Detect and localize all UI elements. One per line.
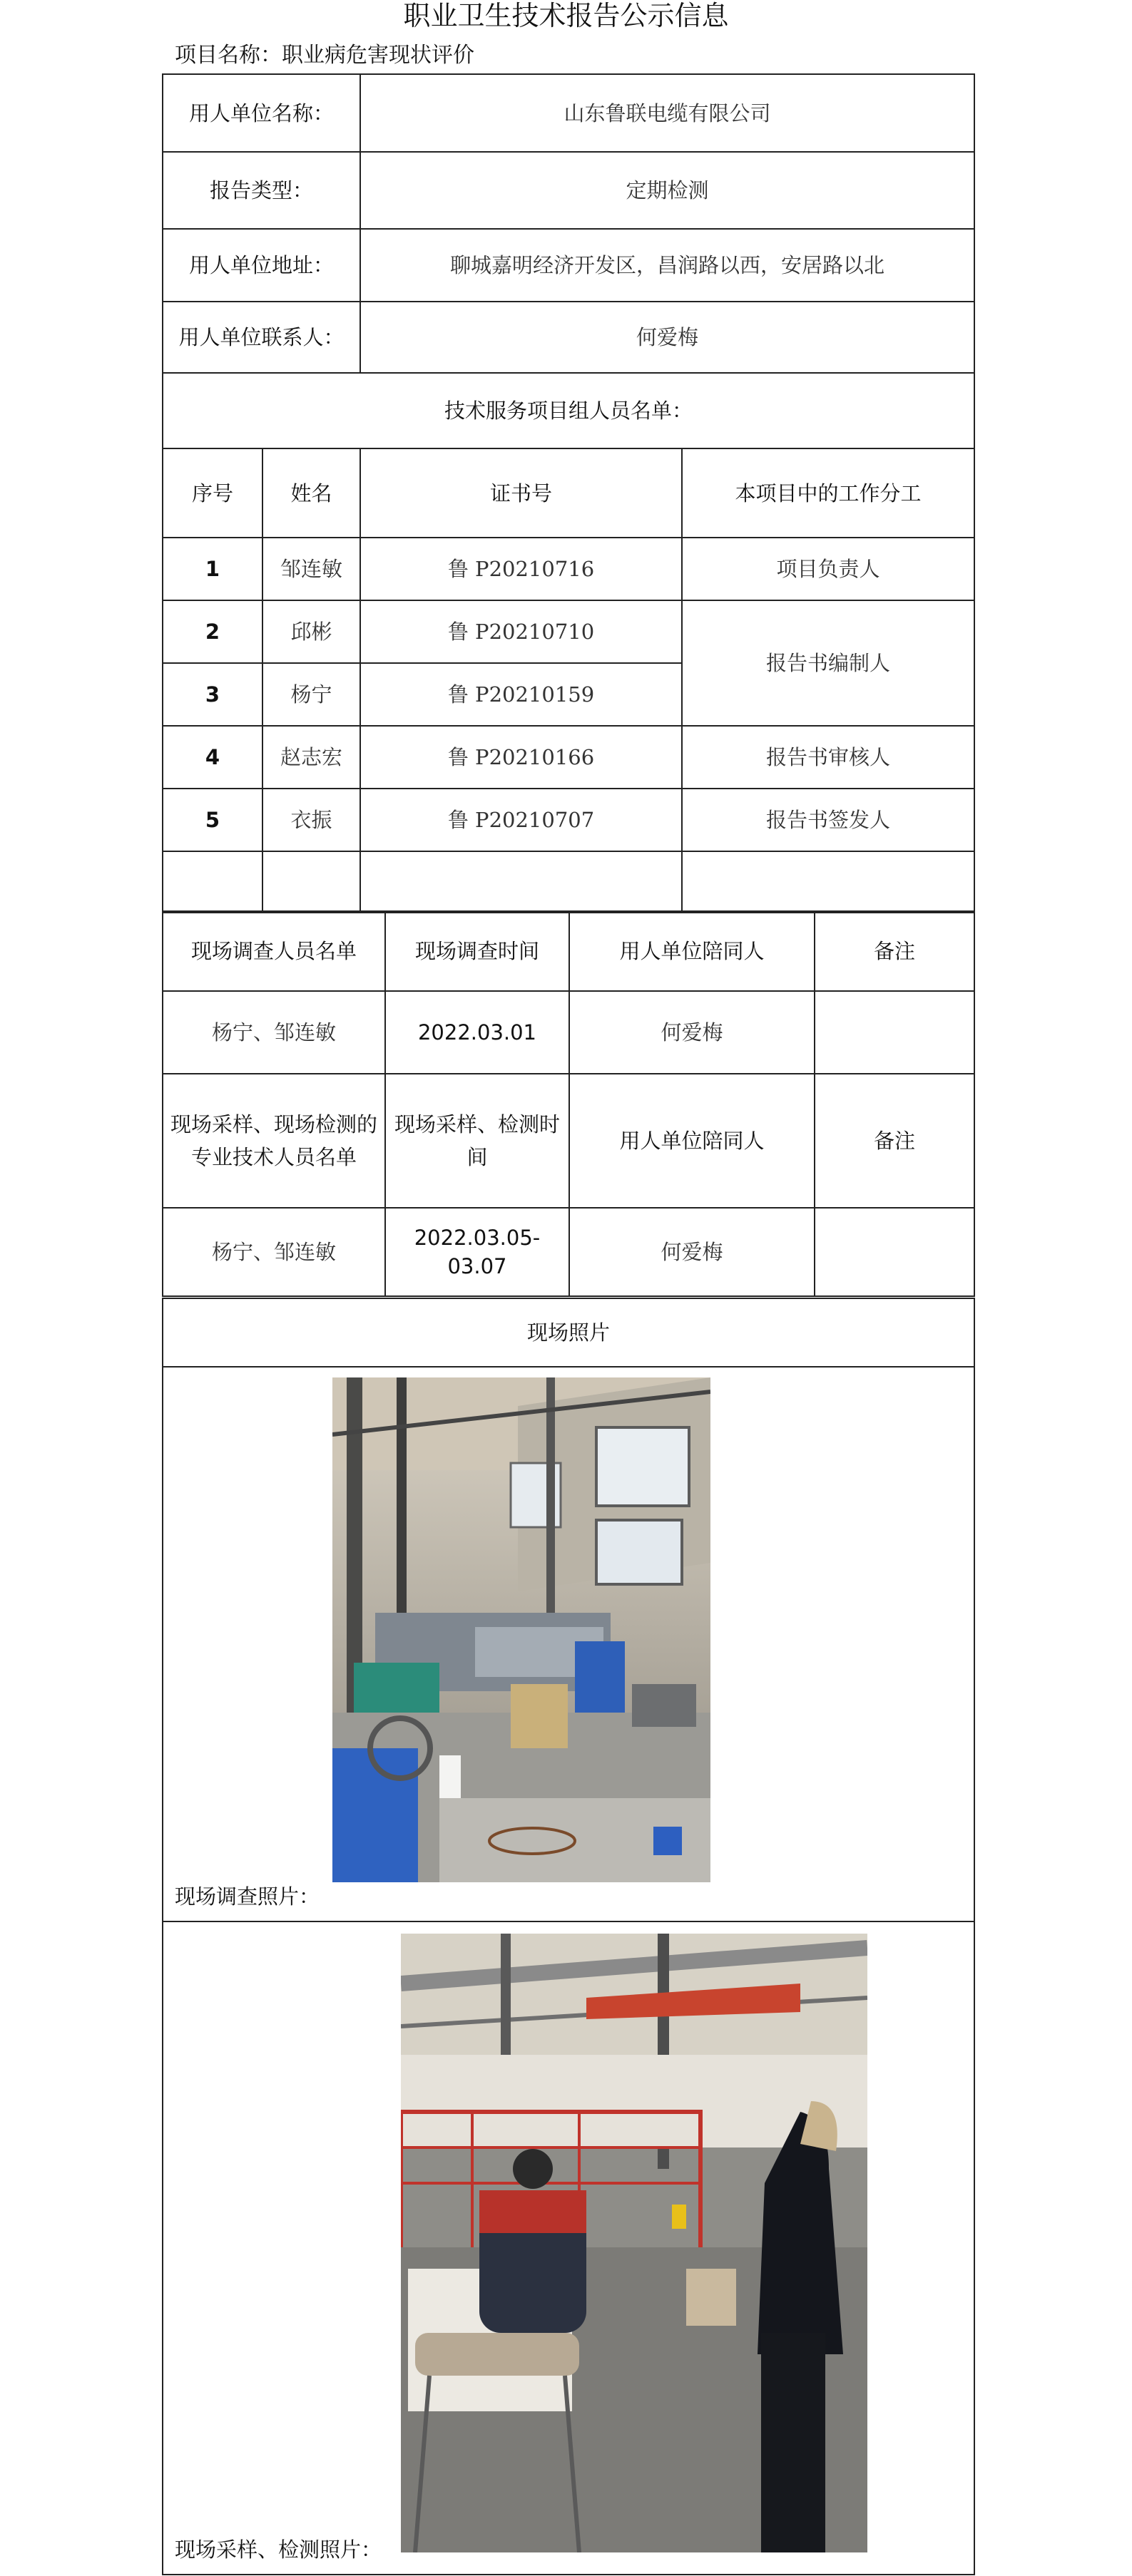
row-cert: 鲁 P20210716 (360, 538, 682, 600)
sampling-header-row (163, 1074, 974, 1208)
sampling-note (815, 1208, 974, 1296)
table-row-empty (163, 851, 974, 913)
sampling-companion: 何爱梅 (569, 1208, 815, 1296)
sampling-row (163, 1208, 974, 1296)
company-label: 用人单位名称： (163, 74, 360, 152)
row-name: 杨宁 (262, 663, 360, 726)
sampling-photo-label: 现场采样、检测照片： (175, 2537, 382, 2562)
survey-photo (332, 1377, 710, 1882)
survey-note-header: 备注 (815, 911, 974, 991)
row-role: 报告书签发人 (682, 789, 974, 851)
team-heading: 技术服务项目组人员名单： (163, 373, 974, 448)
address-value: 聊城嘉明经济开发区，昌润路以西，安居路以北 (360, 229, 974, 302)
survey-companion-header: 用人单位陪同人 (569, 911, 815, 991)
survey-date: 2022.03.01 (385, 991, 569, 1074)
row-name: 衣振 (262, 789, 360, 851)
row-cert: 鲁 P20210166 (360, 726, 682, 789)
row-role: 报告书审核人 (682, 726, 974, 789)
sampling-photo (401, 1934, 867, 2552)
row-no: 3 (163, 663, 262, 726)
address-label: 用人单位地址： (163, 229, 360, 302)
table-row (163, 538, 974, 600)
row-no: 1 (163, 538, 262, 600)
table-row (163, 600, 974, 663)
header-no: 序号 (163, 448, 262, 538)
survey-staff-header: 现场调查人员名单 (163, 911, 385, 991)
header-cert: 证书号 (360, 448, 682, 538)
survey-photo-cell (163, 1367, 974, 1921)
contact-value: 何爱梅 (360, 302, 974, 373)
project-name-line: 项目名称：职业病危害现状评价 (175, 43, 474, 68)
row-no: 5 (163, 789, 262, 851)
row-no: 4 (163, 726, 262, 789)
sampling-date: 2022.03.05-03.07 (385, 1208, 569, 1296)
row-cert: 鲁 P20210710 (360, 600, 682, 663)
info-row-contact (163, 302, 974, 373)
survey-photo-label: 现场调查照片： (175, 1884, 320, 1909)
survey-date-header: 现场调查时间 (385, 911, 569, 991)
photos-table (162, 1298, 975, 2575)
survey-row (163, 991, 974, 1074)
row-no: 2 (163, 600, 262, 663)
info-row-address (163, 229, 974, 302)
info-row-report-type (163, 152, 974, 229)
info-table (162, 73, 975, 913)
row-name: 邱彬 (262, 600, 360, 663)
survey-companion: 何爱梅 (569, 991, 815, 1074)
sampling-date-header: 现场采样、检测时间 (385, 1074, 569, 1208)
row-cert: 鲁 P20210159 (360, 663, 682, 726)
company-value: 山东鲁联电缆有限公司 (360, 74, 974, 152)
table-row (163, 726, 974, 789)
contact-label: 用人单位联系人： (163, 302, 360, 373)
report-type-value: 定期检测 (360, 152, 974, 229)
row-name: 邹连敏 (262, 538, 360, 600)
sampling-companion-header: 用人单位陪同人 (569, 1074, 815, 1208)
table-row (163, 789, 974, 851)
info-row-company (163, 74, 974, 152)
team-header-row (163, 448, 974, 538)
report-type-label: 报告类型： (163, 152, 360, 229)
sampling-staff-header: 现场采样、现场检测的专业技术人员名单 (163, 1074, 385, 1208)
survey-table (162, 910, 975, 1297)
sampling-staff: 杨宁、邹连敏 (163, 1208, 385, 1296)
sampling-photo-cell (163, 1921, 974, 2575)
row-name: 赵志宏 (262, 726, 360, 789)
row-cert: 鲁 P20210707 (360, 789, 682, 851)
row-role: 报告书编制人 (682, 600, 974, 726)
page-title: 职业卫生技术报告公示信息 (403, 0, 729, 31)
header-role: 本项目中的工作分工 (682, 448, 974, 538)
row-role: 项目负责人 (682, 538, 974, 600)
survey-header-row (163, 911, 974, 991)
photos-heading: 现场照片 (163, 1298, 974, 1367)
header-name: 姓名 (262, 448, 360, 538)
survey-staff: 杨宁、邹连敏 (163, 991, 385, 1074)
survey-note (815, 991, 974, 1074)
sampling-note-header: 备注 (815, 1074, 974, 1208)
